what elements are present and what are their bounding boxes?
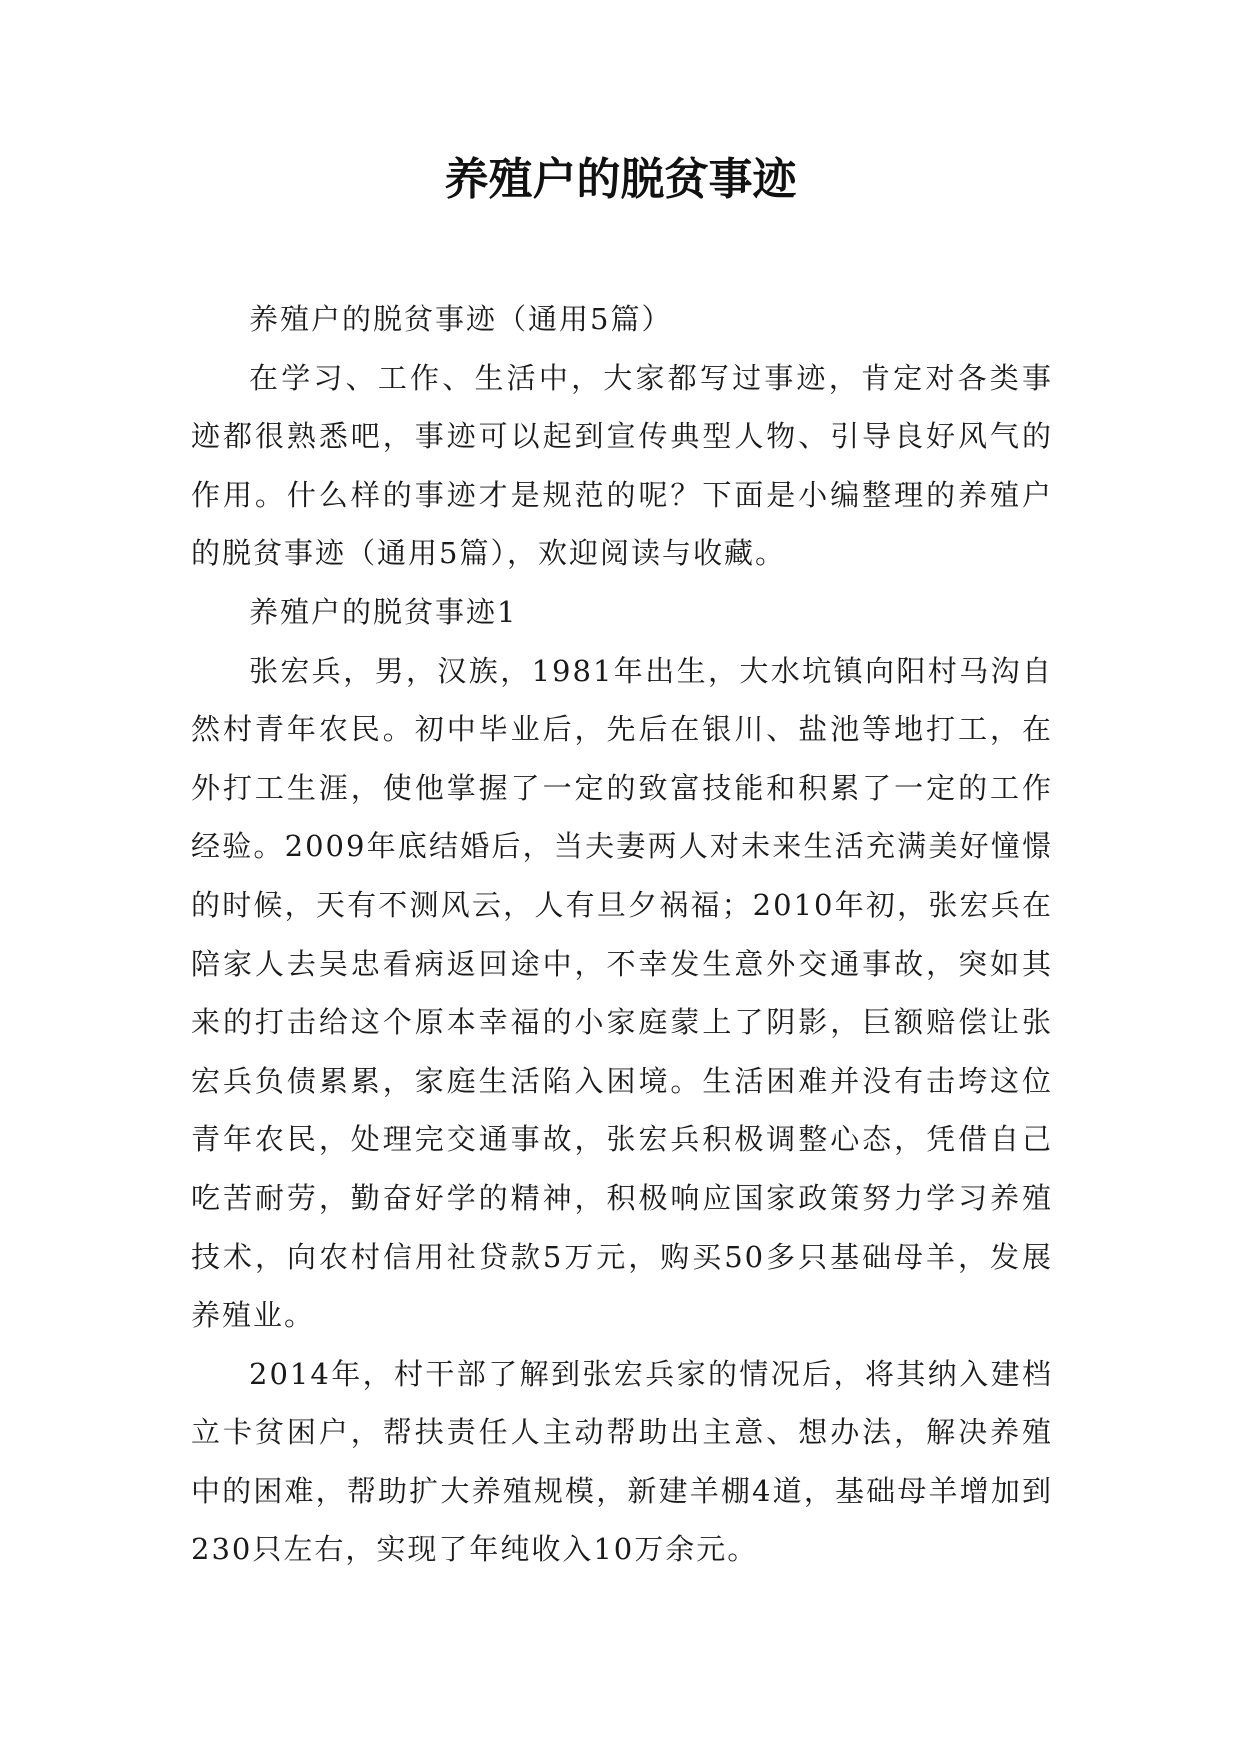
document-body	[191, 290, 1053, 1579]
paragraph-subtitle: 养殖户的脱贫事迹（通用5篇）	[249, 302, 673, 336]
document-title: 养殖户的脱贫事迹	[444, 154, 797, 205]
section-heading-1: 养殖户的脱贫事迹1	[249, 594, 518, 629]
paragraph-intro: 在学习、工作、生活中，大家都写过事迹，肯定对各类事迹都很熟悉吧，事迹可以起到宣传典型人物、引导良好风气的作用。什么样的事迹才是规范的呢？下面是小编整理的养殖户的脱贫事迹（通用5篇），欢迎阅读与收藏。	[191, 360, 1053, 571]
paragraph-2014: 2014年，村干部了解到张宏兵家的情况后，将其纳入建档立卡贫困户，帮扶责任人主动帮助出主意、想办法，解决养殖中的困难，帮助扩大养殖规模，新建羊棚4道，基础母羊增加到230只左右，实现了年纯收入10万余元。	[191, 1356, 1053, 1567]
paragraph-story: 张宏兵，男，汉族，1981年出生，大水坑镇向阳村马沟自然村青年农民。初中毕业后，先后在银川、盐池等地打工，在外打工生涯，使他掌握了一定的致富技能和积累了一定的工作经验。2009年底结婚后，当夫妻两人对未来生活充满美好憧憬的时候，天有不测风云，人有旦夕祸福；2010年初，张宏兵在陪家人去吴忠看病返回途中，不幸发生意外交通事故，突如其来的打击给这个原本幸福的小家庭蒙上了阴影，巨额赔偿让张宏兵负债累累，家庭生活陷入困境。生活困难并没有击垮这位青年农民，处理完交通事故，张宏兵积极调整心态，凭借自己吃苦耐劳，勤奋好学的精神，积极响应国家政策努力学习养殖技术，向农村信用社贷款5万元，购买50多只基础母羊，发展养殖业。	[191, 653, 1053, 1333]
